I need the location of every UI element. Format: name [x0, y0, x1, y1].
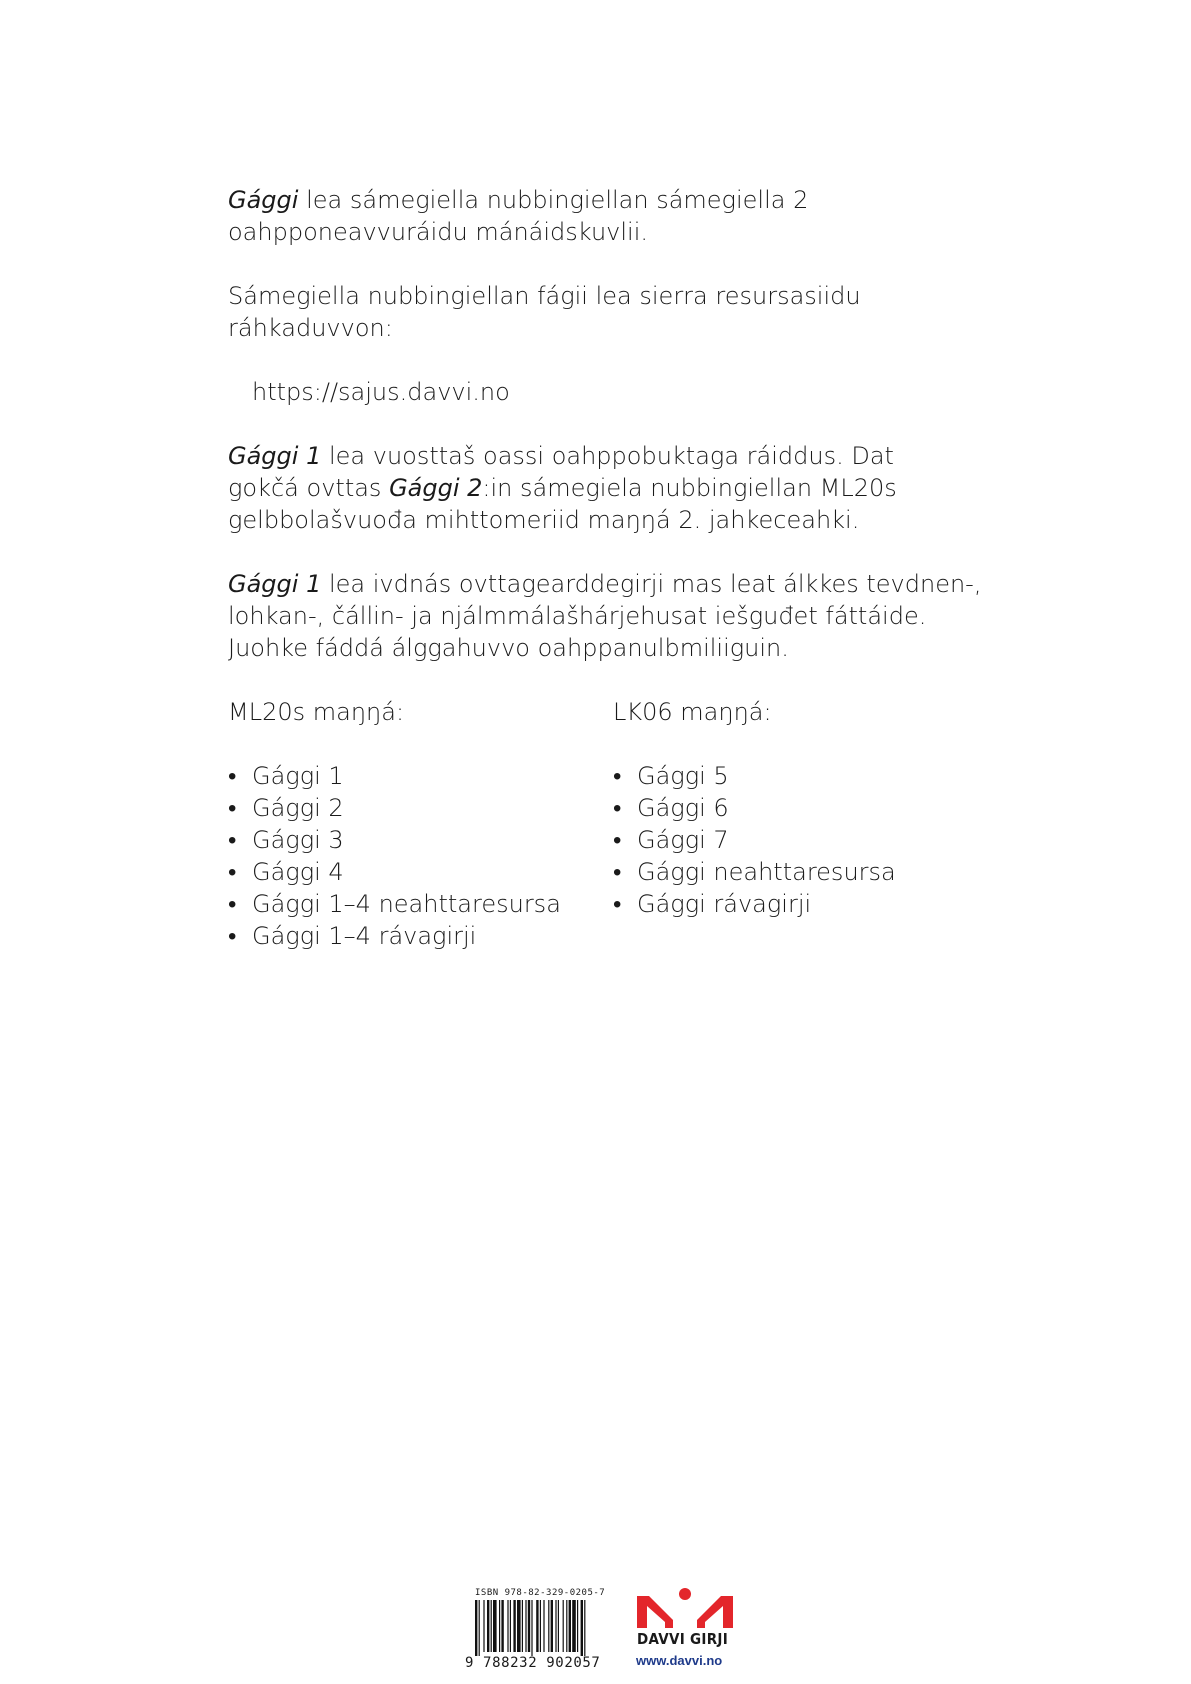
ml20s-list-item	[228, 792, 613, 824]
lk06-item-label: Gággi 6	[637, 794, 729, 822]
barcode-bar	[479, 1600, 480, 1656]
ml20s-item-label: Gággi 1–4 neahttaresursa	[252, 890, 561, 918]
lk06-item-label: Gággi 5	[637, 762, 729, 790]
back-cover-text	[228, 184, 1008, 952]
ml20s-heading: ML20s maŋŋá:	[228, 698, 405, 726]
ml20s-item-label: Gággi 3	[252, 826, 344, 854]
barcode-bar	[584, 1600, 585, 1656]
intro-text: lea sámegiella nubbingiellan sámegiella 2	[298, 186, 809, 214]
resources-line2: ráhkaduvvon:	[228, 314, 393, 342]
lk06-column	[613, 696, 1008, 952]
lk06-item-label: Gággi 7	[637, 826, 729, 854]
book-title-italic: Gággi 1	[228, 442, 322, 470]
barcode-bar	[531, 1600, 532, 1656]
barcode-bar	[501, 1600, 503, 1652]
lk06-list	[613, 760, 1008, 920]
description-text: lea vuosttaš oassi oahppobuktaga ráiddus. Dat	[321, 442, 894, 470]
barcode-bar	[491, 1600, 492, 1652]
bullet-icon: •	[228, 762, 237, 790]
lk06-item-label: Gággi rávagirji	[637, 890, 812, 918]
bullet-icon: •	[228, 826, 237, 854]
content-text: lea ivdnás ovttagearddegirji mas leat álkkes tevdnen-,	[321, 570, 982, 598]
bullet-icon: •	[613, 826, 622, 854]
bullet-icon: •	[613, 762, 622, 790]
lk06-list-item	[613, 792, 1008, 824]
content-text: lohkan-, čállin- ja njálmmálašhárjehusat iešguđet fáttáide.	[228, 602, 927, 630]
barcode-bar	[540, 1600, 541, 1652]
book-title-italic: Gággi 2	[389, 474, 483, 502]
description-text: gelbbolašvuođa mihttomeriid maŋŋá 2. jahkeceahki.	[228, 506, 860, 534]
lk06-list-item	[613, 760, 1008, 792]
lk06-list-item	[613, 824, 1008, 856]
ml20s-list-item	[228, 888, 613, 920]
barcode-bar	[581, 1600, 583, 1656]
bullet-icon: •	[228, 890, 237, 918]
ml20s-list-item	[228, 920, 613, 952]
isbn-label: ISBN 978-82-329-0205-7	[475, 1588, 606, 1598]
ml20s-item-label: Gággi 1	[252, 762, 344, 790]
bullet-icon: •	[228, 858, 237, 886]
ml20s-column	[228, 696, 613, 952]
barcode-bar	[525, 1600, 526, 1652]
barcode-number: 9 788232 902057	[465, 1655, 601, 1671]
publisher-url-link[interactable]: www.davvi.no	[636, 1653, 723, 1668]
description-text: gokčá ovttas	[228, 474, 390, 502]
title-italic: Gággi	[228, 186, 299, 214]
publisher-name: DAVVI GIRJI	[637, 1630, 729, 1648]
description-paragraph	[228, 440, 1008, 536]
barcode-bar	[475, 1600, 477, 1656]
intro-text-line2: oahpponeavvuráidu mánáidskuvlii.	[228, 218, 648, 246]
series-lists	[228, 696, 1008, 952]
barcode-bars	[465, 1600, 617, 1656]
barcode-bar	[499, 1600, 500, 1652]
ml20s-list	[228, 760, 613, 952]
ml20s-list-item	[228, 760, 613, 792]
bullet-icon: •	[228, 794, 237, 822]
barcode-bar	[551, 1600, 553, 1652]
resources-line1: Sámegiella nubbingiellan fágii lea sierra resursasiidu	[228, 282, 861, 310]
barcode-bar	[487, 1600, 489, 1652]
resource-url-link[interactable]: https://sajus.davvi.no	[252, 378, 510, 406]
barcode-bar	[536, 1600, 538, 1652]
barcode-bar	[528, 1600, 530, 1652]
barcode-bar	[507, 1600, 508, 1652]
bullet-icon: •	[228, 922, 237, 950]
content-text: Juohke fáddá álggahuvvo oahppanulbmiliiguin.	[228, 634, 789, 662]
barcode-bar	[558, 1600, 559, 1652]
barcode-bar	[510, 1600, 511, 1652]
ml20s-item-label: Gággi 1–4 rávagirji	[252, 922, 477, 950]
barcode-bar	[569, 1600, 571, 1652]
ml20s-list-item	[228, 856, 613, 888]
lk06-list-item	[613, 888, 1008, 920]
ml20s-list-item	[228, 824, 613, 856]
lk06-list-item	[613, 856, 1008, 888]
barcode-bar	[513, 1600, 515, 1652]
bullet-icon: •	[613, 794, 622, 822]
lk06-item-label: Gággi neahttaresursa	[637, 858, 896, 886]
barcode-bar	[563, 1600, 564, 1652]
barcode-bar	[572, 1600, 576, 1652]
bullet-icon: •	[613, 858, 622, 886]
barcode-bar	[483, 1600, 484, 1652]
ml20s-item-label: Gággi 2	[252, 794, 344, 822]
barcode-bar	[493, 1600, 497, 1652]
lk06-heading: LK06 maŋŋá:	[613, 698, 772, 726]
book-title-italic: Gággi 1	[228, 570, 322, 598]
intro-paragraph	[228, 184, 1008, 248]
barcode-bar	[566, 1600, 567, 1652]
content-paragraph	[228, 568, 1008, 664]
ml20s-item-label: Gággi 4	[252, 858, 344, 886]
barcode-bar	[522, 1600, 523, 1652]
barcode-bar	[548, 1600, 549, 1652]
barcode-bar	[543, 1600, 544, 1652]
barcode-bar	[517, 1600, 521, 1652]
bullet-icon: •	[613, 890, 622, 918]
barcode-bar	[555, 1600, 556, 1652]
resources-paragraph	[228, 280, 1008, 344]
description-text: :in sámegiela nubbingiellan ML20s	[482, 474, 897, 502]
barcode-bar	[577, 1600, 578, 1652]
isbn-barcode	[465, 1588, 625, 1672]
